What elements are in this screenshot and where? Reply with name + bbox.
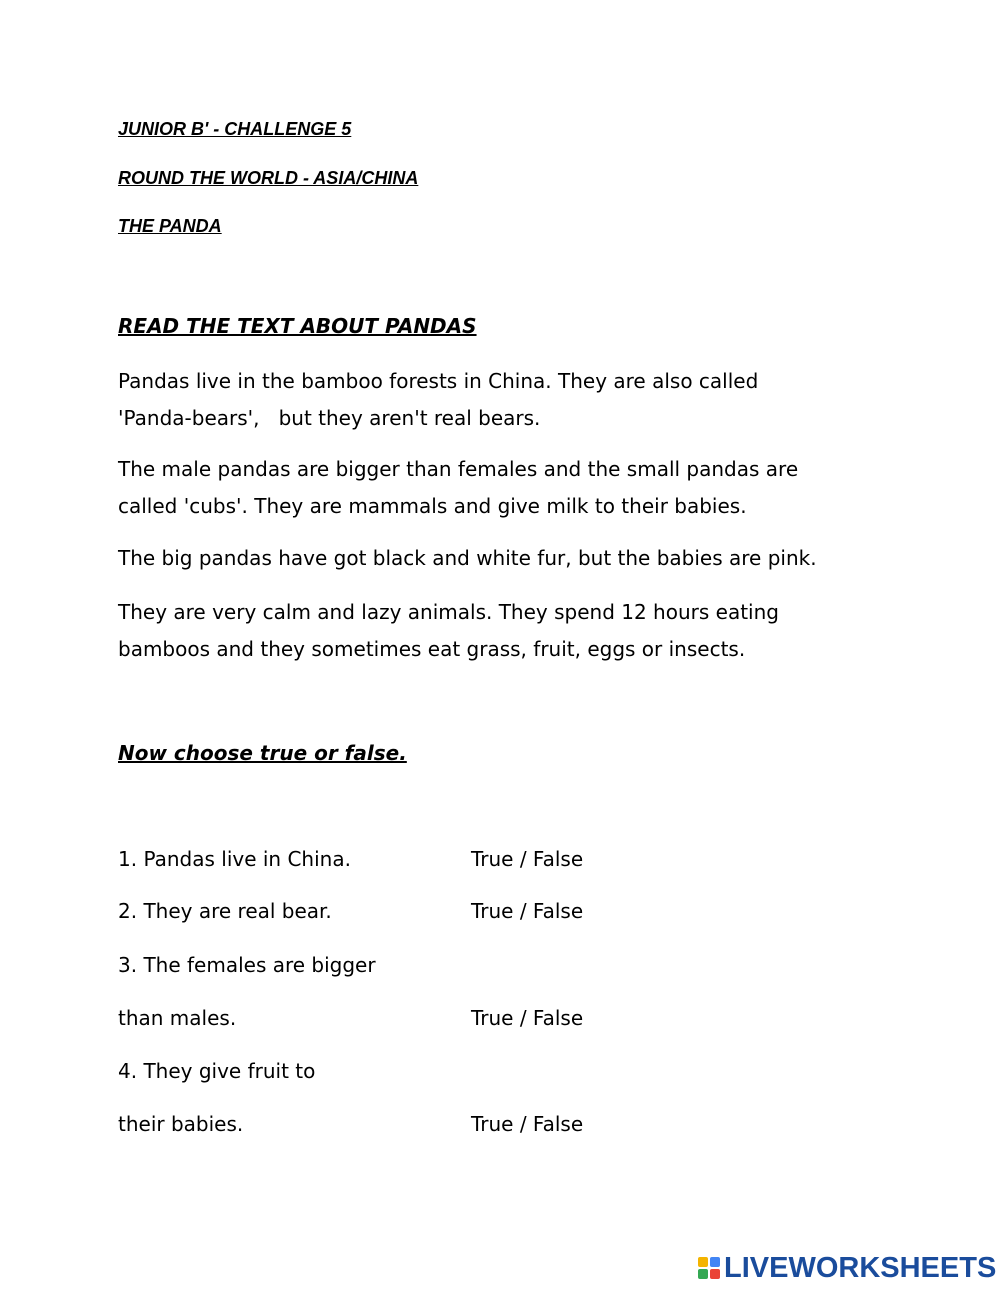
logo-block — [710, 1257, 720, 1267]
logo-block — [698, 1269, 708, 1279]
topic-heading: ROUND THE WORLD - ASIA/CHINA — [118, 168, 419, 188]
brand-name: LIVEWORKSHEETS — [724, 1251, 997, 1284]
paragraph-line: bamboos and they sometimes eat grass, fruit, eggs or insects. — [118, 637, 746, 661]
liveworksheets-logo — [698, 1253, 996, 1283]
reading-paragraph — [118, 451, 878, 525]
paragraph-line: The big pandas have got black and white fur, but the babies are pink. — [118, 546, 817, 570]
question-3-text-cont: than males. — [118, 1006, 237, 1030]
question-4-text-cont: their babies. — [118, 1112, 244, 1136]
logo-block — [698, 1257, 708, 1267]
logo-blocks-icon — [698, 1257, 720, 1279]
paragraph-line: called 'cubs'. They are mammals and give milk to their babies. — [118, 494, 747, 518]
question-1-text: 1. Pandas live in China. — [118, 847, 351, 871]
question-2-choice[interactable]: True / False — [471, 899, 584, 923]
question-2-text: 2. They are real bear. — [118, 899, 332, 923]
reading-paragraph — [118, 363, 878, 437]
reading-title: READ THE TEXT ABOUT PANDAS — [118, 314, 477, 338]
subject-heading: THE PANDA — [118, 216, 222, 236]
reading-paragraph — [118, 594, 878, 668]
question-1-choice[interactable]: True / False — [471, 847, 584, 871]
reading-paragraph — [118, 540, 878, 577]
question-3-text: 3. The females are bigger — [118, 953, 376, 977]
paragraph-line: They are very calm and lazy animals. They spend 12 hours eating — [118, 600, 779, 624]
challenge-heading: JUNIOR B' - CHALLENGE 5 — [118, 119, 352, 139]
quiz-title: Now choose true or false. — [118, 741, 407, 765]
question-4-text: 4. They give fruit to — [118, 1059, 316, 1083]
paragraph-line: The male pandas are bigger than females and the small pandas are — [118, 457, 799, 481]
paragraph-line: 'Panda-bears', but they aren't real bears. — [118, 406, 541, 430]
question-4-choice[interactable]: True / False — [471, 1112, 584, 1136]
paragraph-line: Pandas live in the bamboo forests in China. They are also called — [118, 369, 759, 393]
logo-block — [710, 1269, 720, 1279]
question-3-choice[interactable]: True / False — [471, 1006, 584, 1030]
